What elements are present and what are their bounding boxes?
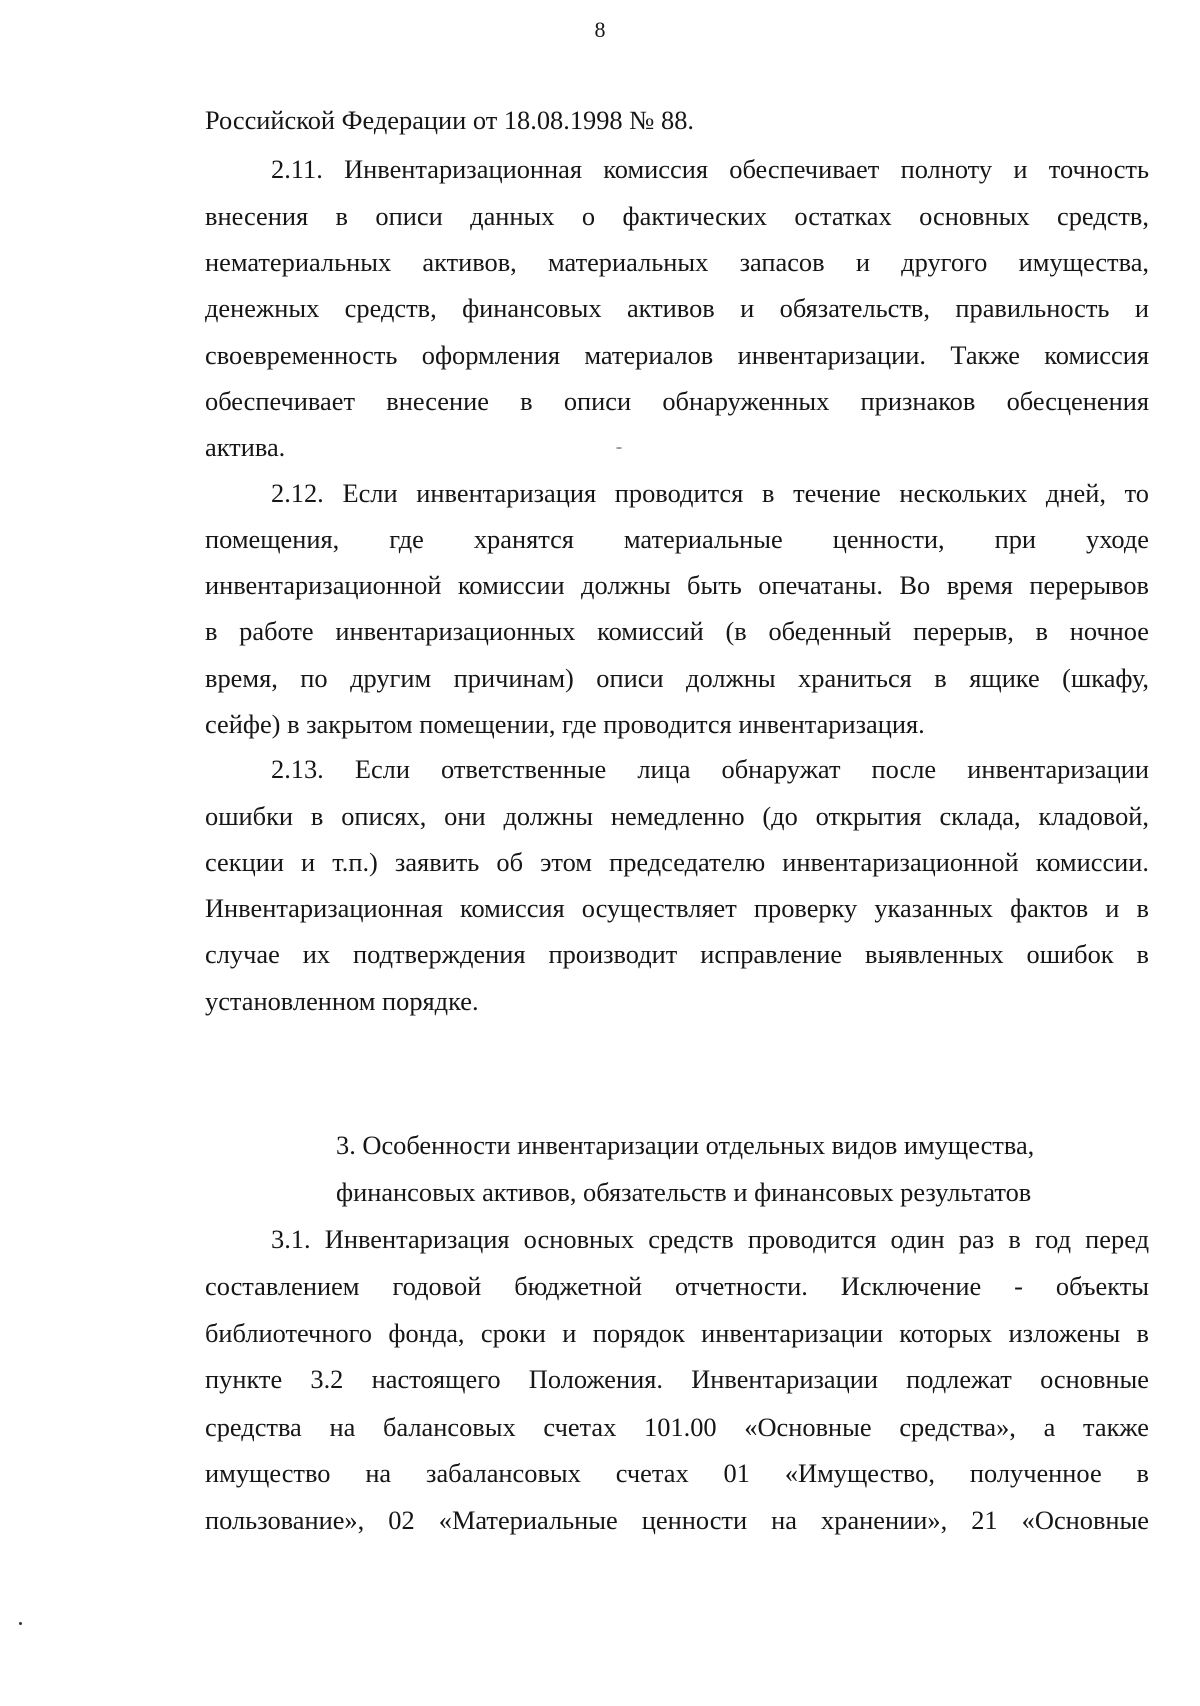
text-line: пользование», 02 «Материальные ценности на хранении», 21 «Основные	[205, 1505, 1149, 1535]
text-line: внесения в описи данных о фактических остатках основных средств,	[205, 201, 1149, 231]
text-line: случае их подтверждения производит исправление выявленных ошибок в	[205, 939, 1149, 969]
section-heading-line-2: финансовых активов, обязательств и финансовых результатов	[336, 1177, 1032, 1207]
text-line: библиотечного фонда, сроки и порядок инвентаризации которых изложены в	[205, 1318, 1149, 1348]
text-line: обеспечивает внесение в описи обнаруженных признаков обесценения	[205, 386, 1149, 416]
section-heading-line-1: 3. Особенности инвентаризации отдельных видов имущества,	[336, 1130, 1035, 1160]
text-line: имущество на забалансовых счетах 01 «Имущество, полученное в	[205, 1458, 1149, 1488]
text-line: в работе инвентаризационных комиссий (в обеденный перерыв, в ночное	[205, 616, 1149, 646]
paragraph-3-1-first-line: 3.1. Инвентаризация основных средств проводится один раз в год перед	[271, 1224, 1149, 1254]
text-line: пункте 3.2 настоящего Положения. Инвентаризации подлежат основные	[205, 1364, 1149, 1394]
text-line: время, по другим причинам) описи должны храниться в ящике (шкафу,	[205, 663, 1149, 693]
text-line: актива.	[205, 432, 286, 462]
text-line: сейфе) в закрытом помещении, где проводится инвентаризация.	[205, 709, 925, 739]
text-line: Российской Федерации от 18.08.1998 № 88.	[205, 105, 694, 135]
text-line: Инвентаризационная комиссия осуществляет проверку указанных фактов и в	[205, 893, 1149, 923]
text-line: своевременность оформления материалов инвентаризации. Также комиссия	[205, 340, 1149, 370]
text-line: нематериальных активов, материальных запасов и другого имущества,	[205, 247, 1149, 277]
text-line: секции и т.п.) заявить об этом председателю инвентаризационной комиссии.	[205, 847, 1149, 877]
text-line: средства на балансовых счетах 101.00 «Основные средства», а также	[205, 1412, 1149, 1442]
text-line: ошибки в описях, они должны немедленно (до открытия склада, кладовой,	[205, 801, 1149, 831]
text-line: составлением годовой бюджетной отчетности. Исключение - объекты	[205, 1271, 1149, 1301]
text-line: денежных средств, финансовых активов и обязательств, правильность и	[205, 293, 1149, 323]
text-line: инвентаризационной комиссии должны быть опечатаны. Во время перерывов	[205, 570, 1149, 600]
scan-speck	[616, 447, 622, 449]
scan-speck	[19, 1622, 22, 1625]
text-line: помещения, где хранятся материальные ценности, при уходе	[205, 524, 1149, 554]
paragraph-2-11-first-line: 2.11. Инвентаризационная комиссия обеспечивает полноту и точность	[271, 154, 1149, 184]
page-number: 8	[594, 17, 606, 42]
paragraph-2-13-first-line: 2.13. Если ответственные лица обнаружат после инвентаризации	[271, 754, 1149, 784]
paragraph-2-12-first-line: 2.12. Если инвентаризация проводится в течение нескольких дней, то	[271, 478, 1149, 508]
text-line: установленном порядке.	[205, 986, 479, 1016]
